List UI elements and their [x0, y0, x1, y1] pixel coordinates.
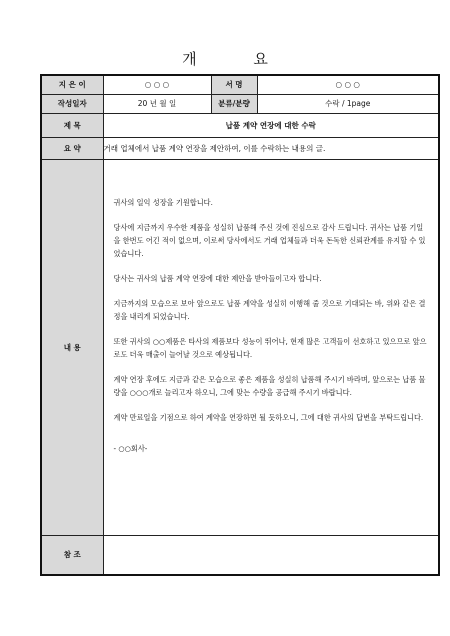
document-title: 개 요	[182, 50, 294, 68]
author-value[interactable]: ○ ○ ○	[103, 75, 211, 94]
content-paragraph-6: 계약 연장 후에도 지금과 같은 모습으로 좋은 제품을 성실히 납품해 주시기 바라며, 앞으로는 납품 물량을 ○○○개로 늘리고자 하오니, 그에 맞는 수량을 공급해 주시기 바랍니다.	[113, 374, 426, 397]
reference-row	[41, 535, 439, 575]
date-row	[41, 94, 439, 113]
signature-label: 서 명	[211, 75, 257, 94]
reference-label: 참 조	[41, 535, 103, 575]
summary-label: 요 약	[41, 137, 103, 159]
summary-row	[41, 137, 439, 159]
content-label: 내 용	[41, 159, 103, 535]
content-paragraph-7: 계약 만료일을 기점으로 하여 계약을 연장하면 될 듯하오니, 그에 대한 귀사의 답변을 부탁드립니다.	[113, 412, 424, 422]
reference-value[interactable]	[103, 535, 439, 575]
content-body[interactable]	[103, 159, 439, 535]
content-row	[41, 159, 439, 535]
subject-value[interactable]: 납품 계약 연장에 대한 수락	[103, 113, 439, 137]
content-paragraph-2: 당사에 지금까지 우수한 제품을 성실히 납품해 주신 것에 진심으로 감사 드립니다. 귀사는 납품 기일을 한번도 어긴 적이 없으며, 이로써 당사에서도 거래 업체들과 더욱 돈독한 신뢰관계를 유지할 수 있었습니다.	[113, 222, 426, 258]
content-paragraph-4: 지금까지의 모습으로 보아 앞으로도 납품 계약을 성실히 이행해 줄 것으로 기대되는 바, 위와 같은 결정을 내리게 되었습니다.	[113, 298, 426, 321]
category-value[interactable]: 수락 / 1page	[257, 94, 439, 113]
author-label: 지 은 이	[41, 75, 103, 94]
date-value[interactable]: 20 년 월 일	[103, 94, 211, 113]
subject-label: 제 목	[41, 113, 103, 137]
content-paragraph-5: 또한 귀사의 ○○제품은 타사의 제품보다 성능이 뛰어나, 현재 많은 고객들이 선호하고 있으므로 앞으로도 더욱 매출이 늘어날 것으로 예상됩니다.	[113, 336, 427, 359]
author-row	[41, 75, 439, 94]
subject-row	[41, 113, 439, 137]
category-label: 분류/분량	[211, 94, 257, 113]
content-paragraph-3: 당사는 귀사의 납품 계약 연장에 대한 제안을 받아들이고자 합니다.	[113, 273, 322, 283]
company-signature: - ○○회사-	[113, 443, 148, 453]
summary-value[interactable]: 거래 업체에서 납품 계약 연장을 제안하여, 이를 수락하는 내용의 글.	[103, 137, 439, 159]
content-paragraph-1: 귀사의 일익 성장을 기원합니다.	[113, 197, 213, 207]
summary-form-table	[40, 74, 440, 576]
date-label: 작성일자	[41, 94, 103, 113]
signature-value[interactable]: ○ ○ ○	[257, 75, 439, 94]
